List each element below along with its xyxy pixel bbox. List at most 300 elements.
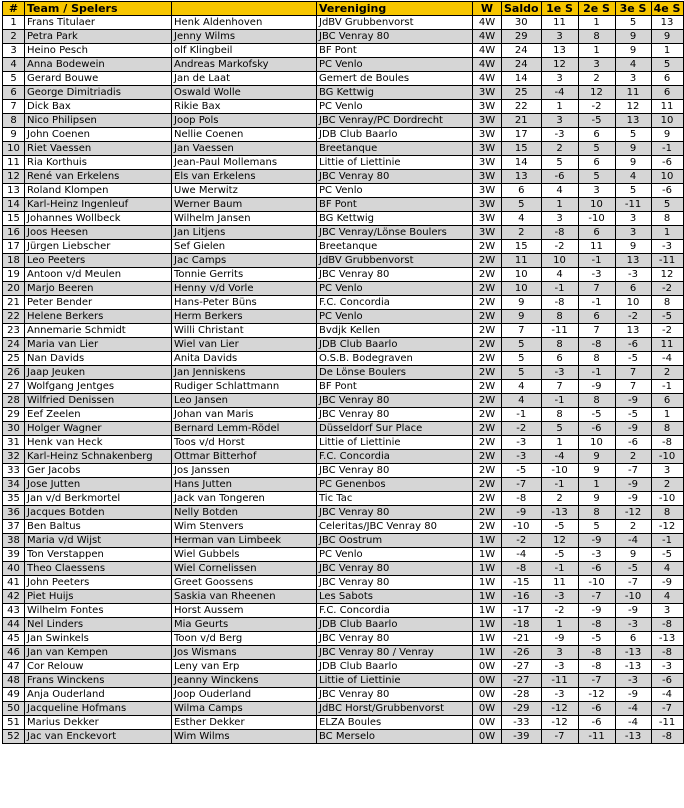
cell-wins: 3W: [473, 212, 502, 226]
cell-rank: 15: [3, 212, 25, 226]
cell-player-2: Joop Pols: [172, 114, 317, 128]
table-row: [3, 198, 684, 212]
header-team: Team / Spelers: [25, 2, 172, 16]
cell-club: De Lönse Boulers: [317, 366, 473, 380]
cell-set1: -8: [541, 226, 578, 240]
cell-player-1: John Coenen: [25, 128, 172, 142]
cell-set3: 3: [615, 212, 651, 226]
cell-set4: -8: [651, 646, 683, 660]
cell-player-1: Wolfgang Jentges: [25, 380, 172, 394]
cell-player-2: Jac Camps: [172, 254, 317, 268]
cell-set1: 1: [541, 436, 578, 450]
table-row: [3, 240, 684, 254]
cell-set1: 4: [541, 184, 578, 198]
cell-saldo: -39: [502, 730, 542, 744]
cell-saldo: 21: [502, 114, 542, 128]
cell-set2: -2: [578, 100, 615, 114]
cell-player-1: Jürgen Liebscher: [25, 240, 172, 254]
cell-player-1: Ben Baltus: [25, 520, 172, 534]
cell-set1: 2: [541, 492, 578, 506]
cell-set3: 12: [615, 100, 651, 114]
cell-player-1: Piet Huijs: [25, 590, 172, 604]
cell-player-2: Henk Aldenhoven: [172, 16, 317, 30]
cell-set4: 8: [651, 212, 683, 226]
cell-player-1: René van Erkelens: [25, 170, 172, 184]
cell-rank: 41: [3, 576, 25, 590]
cell-saldo: 9: [502, 296, 542, 310]
cell-player-2: Leo Jansen: [172, 394, 317, 408]
cell-wins: 3W: [473, 142, 502, 156]
cell-rank: 46: [3, 646, 25, 660]
cell-saldo: -7: [502, 478, 542, 492]
cell-set4: 4: [651, 562, 683, 576]
cell-rank: 26: [3, 366, 25, 380]
cell-rank: 21: [3, 296, 25, 310]
table-row: [3, 310, 684, 324]
cell-set2: -1: [578, 254, 615, 268]
cell-club: JBC Venray 80: [317, 576, 473, 590]
cell-player-1: Riet Vaessen: [25, 142, 172, 156]
cell-rank: 2: [3, 30, 25, 44]
cell-set4: -1: [651, 380, 683, 394]
table-row: [3, 338, 684, 352]
cell-club: BC Merselo: [317, 730, 473, 744]
cell-rank: 44: [3, 618, 25, 632]
cell-saldo: -21: [502, 632, 542, 646]
cell-set4: 11: [651, 338, 683, 352]
cell-set3: 5: [615, 184, 651, 198]
cell-player-2: Jan Vaessen: [172, 142, 317, 156]
cell-rank: 37: [3, 520, 25, 534]
cell-rank: 16: [3, 226, 25, 240]
cell-rank: 49: [3, 688, 25, 702]
cell-club: Littie of Liettinie: [317, 156, 473, 170]
cell-set1: 12: [541, 534, 578, 548]
cell-wins: 1W: [473, 590, 502, 604]
table-row: [3, 618, 684, 632]
cell-set3: -3: [615, 268, 651, 282]
table-row: [3, 100, 684, 114]
cell-set3: 10: [615, 296, 651, 310]
cell-set4: 6: [651, 72, 683, 86]
cell-set2: -6: [578, 562, 615, 576]
cell-wins: 2W: [473, 408, 502, 422]
cell-set1: 5: [541, 422, 578, 436]
cell-player-2: Henny v/d Vorle: [172, 282, 317, 296]
cell-saldo: 24: [502, 58, 542, 72]
cell-rank: 10: [3, 142, 25, 156]
cell-set3: -9: [615, 688, 651, 702]
cell-set4: 10: [651, 170, 683, 184]
cell-set4: 9: [651, 30, 683, 44]
cell-player-2: Tonnie Gerrits: [172, 268, 317, 282]
cell-set4: 6: [651, 86, 683, 100]
table-row: [3, 44, 684, 58]
cell-saldo: 10: [502, 268, 542, 282]
cell-player-1: Eef Zeelen: [25, 408, 172, 422]
cell-player-2: Herm Berkers: [172, 310, 317, 324]
cell-set2: -5: [578, 114, 615, 128]
cell-wins: 1W: [473, 646, 502, 660]
table-body: [3, 16, 684, 744]
cell-club: PC Genenbos: [317, 478, 473, 492]
cell-rank: 29: [3, 408, 25, 422]
cell-player-1: John Peeters: [25, 576, 172, 590]
cell-player-1: Joos Heesen: [25, 226, 172, 240]
cell-wins: 1W: [473, 562, 502, 576]
cell-wins: 0W: [473, 688, 502, 702]
cell-saldo: 4: [502, 394, 542, 408]
cell-wins: 2W: [473, 324, 502, 338]
cell-set4: 9: [651, 128, 683, 142]
cell-set3: -5: [615, 408, 651, 422]
cell-club: BF Pont: [317, 380, 473, 394]
cell-set3: -3: [615, 618, 651, 632]
cell-club: Bvdjk Kellen: [317, 324, 473, 338]
cell-set4: -10: [651, 450, 683, 464]
cell-player-2: Nelly Botden: [172, 506, 317, 520]
cell-set3: 6: [615, 632, 651, 646]
cell-set4: -1: [651, 534, 683, 548]
cell-player-1: Jose Jutten: [25, 478, 172, 492]
cell-set3: 6: [615, 282, 651, 296]
cell-saldo: -5: [502, 464, 542, 478]
cell-rank: 47: [3, 660, 25, 674]
table-row: [3, 548, 684, 562]
cell-set2: 9: [578, 450, 615, 464]
cell-club: O.S.B. Bodegraven: [317, 352, 473, 366]
cell-set4: 2: [651, 478, 683, 492]
cell-club: Tic Tac: [317, 492, 473, 506]
table-row: [3, 324, 684, 338]
cell-wins: 4W: [473, 30, 502, 44]
cell-set2: 12: [578, 86, 615, 100]
cell-player-1: Henk van Heck: [25, 436, 172, 450]
cell-rank: 39: [3, 548, 25, 562]
cell-set1: 3: [541, 114, 578, 128]
cell-player-1: Leo Peeters: [25, 254, 172, 268]
cell-set2: 9: [578, 464, 615, 478]
cell-set3: 9: [615, 240, 651, 254]
cell-set2: -9: [578, 604, 615, 618]
cell-rank: 14: [3, 198, 25, 212]
cell-rank: 24: [3, 338, 25, 352]
table-row: [3, 632, 684, 646]
cell-set3: -9: [615, 394, 651, 408]
cell-saldo: -29: [502, 702, 542, 716]
cell-player-2: Jean-Paul Mollemans: [172, 156, 317, 170]
table-row: [3, 660, 684, 674]
cell-player-2: Hans Jutten: [172, 478, 317, 492]
cell-player-2: Esther Dekker: [172, 716, 317, 730]
cell-wins: 2W: [473, 240, 502, 254]
cell-set3: -13: [615, 730, 651, 744]
cell-set4: -2: [651, 282, 683, 296]
cell-saldo: -1: [502, 408, 542, 422]
cell-wins: 4W: [473, 16, 502, 30]
cell-set2: -11: [578, 730, 615, 744]
cell-saldo: -2: [502, 422, 542, 436]
cell-set4: -5: [651, 310, 683, 324]
cell-saldo: -33: [502, 716, 542, 730]
cell-saldo: 5: [502, 366, 542, 380]
cell-rank: 50: [3, 702, 25, 716]
cell-rank: 33: [3, 464, 25, 478]
cell-set3: 9: [615, 142, 651, 156]
cell-player-2: Wim Wilms: [172, 730, 317, 744]
cell-club: Littie of Liettinie: [317, 674, 473, 688]
cell-club: JBC Venray 80: [317, 30, 473, 44]
cell-set4: -12: [651, 520, 683, 534]
cell-set2: -5: [578, 632, 615, 646]
cell-player-1: Nel Linders: [25, 618, 172, 632]
cell-set1: 12: [541, 58, 578, 72]
cell-set1: -3: [541, 590, 578, 604]
cell-set4: 4: [651, 590, 683, 604]
cell-rank: 4: [3, 58, 25, 72]
cell-rank: 28: [3, 394, 25, 408]
cell-set1: 1: [541, 100, 578, 114]
cell-club: PC Venlo: [317, 184, 473, 198]
table-row: [3, 128, 684, 142]
cell-rank: 20: [3, 282, 25, 296]
cell-player-1: Anna Bodewein: [25, 58, 172, 72]
cell-set1: -2: [541, 604, 578, 618]
cell-saldo: -3: [502, 450, 542, 464]
cell-saldo: 17: [502, 128, 542, 142]
cell-player-2: Rikie Bax: [172, 100, 317, 114]
cell-player-1: Maria van Lier: [25, 338, 172, 352]
cell-set4: -7: [651, 702, 683, 716]
table-header: [3, 2, 684, 16]
cell-set1: -1: [541, 562, 578, 576]
cell-set2: -6: [578, 702, 615, 716]
cell-wins: 2W: [473, 394, 502, 408]
cell-rank: 19: [3, 268, 25, 282]
cell-wins: 0W: [473, 674, 502, 688]
cell-wins: 2W: [473, 436, 502, 450]
cell-wins: 3W: [473, 114, 502, 128]
cell-set4: -8: [651, 618, 683, 632]
cell-rank: 43: [3, 604, 25, 618]
cell-set4: 12: [651, 268, 683, 282]
cell-set1: 1: [541, 618, 578, 632]
cell-set2: -1: [578, 366, 615, 380]
cell-rank: 30: [3, 422, 25, 436]
cell-set3: -7: [615, 576, 651, 590]
cell-player-1: Marius Dekker: [25, 716, 172, 730]
cell-rank: 42: [3, 590, 25, 604]
cell-player-1: Roland Klompen: [25, 184, 172, 198]
cell-saldo: 5: [502, 338, 542, 352]
cell-saldo: -18: [502, 618, 542, 632]
cell-player-2: Horst Aussem: [172, 604, 317, 618]
cell-saldo: 25: [502, 86, 542, 100]
cell-saldo: 11: [502, 254, 542, 268]
cell-club: ELZA Boules: [317, 716, 473, 730]
cell-set1: 3: [541, 212, 578, 226]
cell-set1: 8: [541, 310, 578, 324]
cell-set2: -12: [578, 688, 615, 702]
cell-set2: 5: [578, 520, 615, 534]
cell-set2: 7: [578, 324, 615, 338]
table-row: [3, 184, 684, 198]
cell-set1: -5: [541, 520, 578, 534]
table-row: [3, 226, 684, 240]
cell-rank: 40: [3, 562, 25, 576]
cell-player-2: Wilhelm Jansen: [172, 212, 317, 226]
cell-wins: 4W: [473, 44, 502, 58]
cell-player-2: Wilma Camps: [172, 702, 317, 716]
cell-set1: 2: [541, 142, 578, 156]
cell-wins: 3W: [473, 86, 502, 100]
cell-wins: 1W: [473, 604, 502, 618]
cell-wins: 3W: [473, 226, 502, 240]
cell-saldo: 29: [502, 30, 542, 44]
cell-set3: 7: [615, 366, 651, 380]
cell-set3: 11: [615, 86, 651, 100]
cell-player-2: Wim Stenvers: [172, 520, 317, 534]
cell-set2: -8: [578, 646, 615, 660]
cell-set1: -12: [541, 716, 578, 730]
cell-set4: -3: [651, 240, 683, 254]
table-row: [3, 520, 684, 534]
cell-set3: -11: [615, 198, 651, 212]
cell-set2: -5: [578, 408, 615, 422]
cell-set3: 7: [615, 380, 651, 394]
cell-set4: 8: [651, 506, 683, 520]
header-partner: [172, 2, 317, 16]
header-rank: #: [3, 2, 25, 16]
table-row: [3, 296, 684, 310]
cell-club: JBC Venray 80: [317, 408, 473, 422]
cell-wins: 1W: [473, 534, 502, 548]
cell-club: JdBC Horst/Grubbenvorst: [317, 702, 473, 716]
cell-set1: 7: [541, 380, 578, 394]
cell-player-1: Jac van Enckevort: [25, 730, 172, 744]
table-row: [3, 422, 684, 436]
cell-player-2: Ottmar Bitterhof: [172, 450, 317, 464]
cell-set3: -2: [615, 310, 651, 324]
cell-player-1: Karl-Heinz Schnakenberg: [25, 450, 172, 464]
cell-wins: 2W: [473, 338, 502, 352]
cell-set1: 6: [541, 352, 578, 366]
cell-saldo: 15: [502, 240, 542, 254]
cell-player-1: Karl-Heinz Ingenleuf: [25, 198, 172, 212]
cell-wins: 2W: [473, 282, 502, 296]
cell-set2: 5: [578, 170, 615, 184]
table-row: [3, 716, 684, 730]
cell-wins: 3W: [473, 184, 502, 198]
cell-set2: 3: [578, 184, 615, 198]
cell-set3: -4: [615, 702, 651, 716]
cell-set3: -10: [615, 590, 651, 604]
cell-wins: 1W: [473, 548, 502, 562]
cell-set4: 3: [651, 464, 683, 478]
cell-wins: 3W: [473, 198, 502, 212]
cell-set1: -1: [541, 394, 578, 408]
cell-saldo: -17: [502, 604, 542, 618]
cell-set1: -3: [541, 366, 578, 380]
table-row: [3, 576, 684, 590]
cell-club: F.C. Concordia: [317, 604, 473, 618]
table-row: [3, 86, 684, 100]
cell-player-2: Willi Christant: [172, 324, 317, 338]
cell-wins: 0W: [473, 716, 502, 730]
cell-set1: 3: [541, 646, 578, 660]
cell-player-2: Anita Davids: [172, 352, 317, 366]
cell-set4: -8: [651, 730, 683, 744]
cell-set4: -6: [651, 674, 683, 688]
header-set2: 2e S: [578, 2, 615, 16]
cell-set3: -9: [615, 604, 651, 618]
cell-player-1: Marjo Beeren: [25, 282, 172, 296]
cell-wins: 3W: [473, 100, 502, 114]
cell-set2: 8: [578, 352, 615, 366]
cell-player-1: George Dimitriadis: [25, 86, 172, 100]
cell-club: Breetanque: [317, 240, 473, 254]
cell-set1: -1: [541, 282, 578, 296]
cell-set3: -5: [615, 562, 651, 576]
cell-club: JDB Club Baarlo: [317, 660, 473, 674]
cell-wins: 3W: [473, 156, 502, 170]
cell-player-2: Jan Litjens: [172, 226, 317, 240]
cell-set3: -9: [615, 422, 651, 436]
cell-set1: -6: [541, 170, 578, 184]
header-wins: W: [473, 2, 502, 16]
table-row: [3, 590, 684, 604]
cell-set1: 11: [541, 576, 578, 590]
cell-player-1: Cor Relouw: [25, 660, 172, 674]
cell-set2: -9: [578, 534, 615, 548]
header-saldo: Saldo: [502, 2, 542, 16]
cell-set4: -3: [651, 660, 683, 674]
cell-player-1: Nico Philipsen: [25, 114, 172, 128]
table-row: [3, 436, 684, 450]
cell-wins: 1W: [473, 618, 502, 632]
cell-rank: 31: [3, 436, 25, 450]
cell-set1: -2: [541, 240, 578, 254]
cell-rank: 27: [3, 380, 25, 394]
cell-club: BF Pont: [317, 198, 473, 212]
cell-set2: -8: [578, 618, 615, 632]
cell-player-2: Wiel Gubbels: [172, 548, 317, 562]
cell-set4: 5: [651, 58, 683, 72]
cell-set1: -11: [541, 674, 578, 688]
cell-rank: 9: [3, 128, 25, 142]
table-row: [3, 114, 684, 128]
cell-set4: 1: [651, 44, 683, 58]
cell-saldo: -16: [502, 590, 542, 604]
cell-rank: 45: [3, 632, 25, 646]
cell-saldo: -4: [502, 548, 542, 562]
cell-set3: -6: [615, 436, 651, 450]
cell-set4: -8: [651, 436, 683, 450]
cell-set1: -9: [541, 632, 578, 646]
cell-player-1: Wilfried Denissen: [25, 394, 172, 408]
table-row: [3, 16, 684, 30]
table-row: [3, 156, 684, 170]
cell-set4: 10: [651, 114, 683, 128]
cell-player-1: Frans Titulaer: [25, 16, 172, 30]
cell-set1: 3: [541, 72, 578, 86]
cell-club: BF Pont: [317, 44, 473, 58]
cell-club: JBC Venray 80: [317, 632, 473, 646]
cell-player-1: Jacqueline Hofmans: [25, 702, 172, 716]
cell-wins: 0W: [473, 730, 502, 744]
cell-set2: -8: [578, 338, 615, 352]
cell-set1: -12: [541, 702, 578, 716]
